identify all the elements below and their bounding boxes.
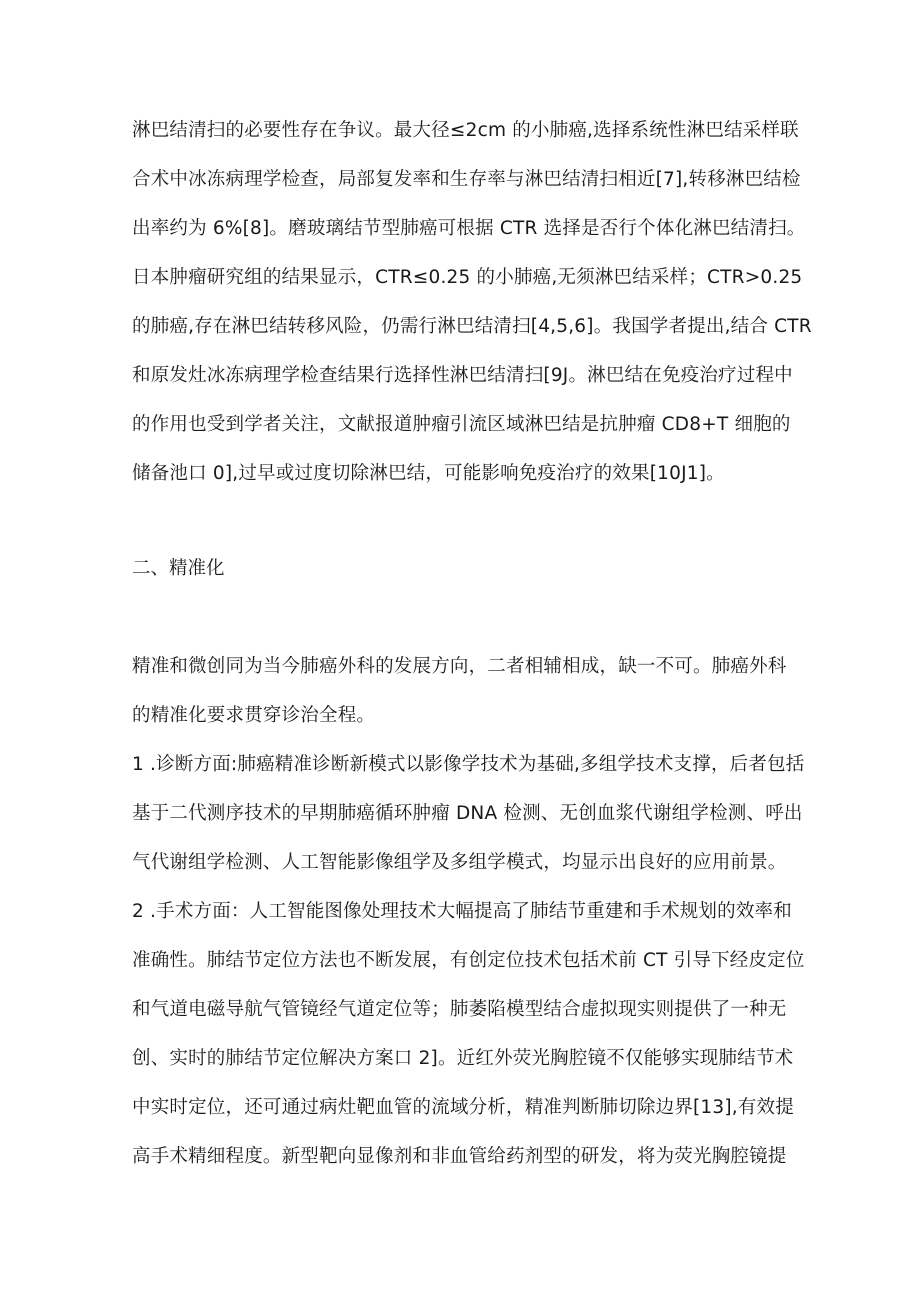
paragraph-2-line-11: 高手术精细程度。新型靶向显像剂和非血管给药剂型的研发，将为荧光胸腔镜提 (132, 1146, 787, 1167)
paragraph-1-line-8: 储备池口 0],过早或过度切除淋巴结，可能影响免疫治疗的效果[10J1]。 (132, 463, 725, 484)
paragraph-1-line-7: 的作用也受到学者关注，文献报道肿瘤引流区域淋巴结是抗肿瘤 CD8+T 细胞的 (132, 414, 791, 435)
paragraph-2-line-4: 基于二代测序技术的早期肺癌循环肿瘤 DNA 检测、无创血浆代谢组学检测、呼出 (132, 803, 803, 824)
paragraph-2-line-5: 气代谢组学检测、人工智能影像组学及多组学模式，均显示出良好的应用前景。 (132, 852, 787, 873)
paragraph-2-line-8: 和气道电磁导航气管镜经气道定位等；肺萎陷模型结合虚拟现实则提供了一种无 (132, 999, 787, 1020)
paragraph-1-line-3: 出率约为 6%[8]。磨玻璃结节型肺癌可根据 CTR 选择是否行个体化淋巴结清扫。 (132, 218, 806, 239)
paragraph-2-line-10: 中实时定位，还可通过病灶靶血管的流域分析，精准判断肺切除边界[13],有效提 (132, 1097, 794, 1118)
paragraph-1-line-6: 和原发灶冰冻病理学检查结果行选择性淋巴结清扫[9J。淋巴结在免疫治疗过程中 (132, 365, 793, 386)
paragraph-2-line-3: 1 .诊断方面:肺癌精准诊断新模式以影像学技术为基础,多组学技术支撑，后者包括 (132, 754, 805, 775)
paragraph-1-line-1: 淋巴结清扫的必要性存在争议。最大径≤2cm 的小肺癌,选择系统性淋巴结采样联 (132, 120, 799, 141)
section-heading: 二、精准化 (132, 558, 225, 579)
paragraph-2-line-2: 的精准化要求贯穿诊治全程。 (132, 705, 376, 726)
paragraph-1-line-4: 日本肿瘤研究组的结果显示，CTR≤0.25 的小肺癌,无须淋巴结采样；CTR>0.25 (132, 267, 803, 288)
paragraph-2-line-9: 创、实时的肺结节定位解决方案口 2]。近红外荧光胸腔镜不仅能够实现肺结节术 (132, 1048, 794, 1069)
paragraph-2-line-7: 准确性。肺结节定位方法也不断发展，有创定位技术包括术前 CT 引导下经皮定位 (132, 950, 805, 971)
paragraph-1-line-2: 合术中冰冻病理学检查，局部复发率和生存率与淋巴结清扫相近[7],转移淋巴结检 (132, 169, 801, 190)
paragraph-1-line-5: 的肺癌,存在淋巴结转移风险，仍需行淋巴结清扫[4,5,6]。我国学者提出,结合 CTR (132, 316, 812, 337)
paragraph-2-line-1: 精准和微创同为当今肺癌外科的发展方向，二者相辅相成，缺一不可。肺癌外科 (132, 656, 787, 677)
paragraph-2-line-6: 2 .手术方面：人工智能图像处理技术大幅提高了肺结节重建和手术规划的效率和 (132, 901, 792, 922)
